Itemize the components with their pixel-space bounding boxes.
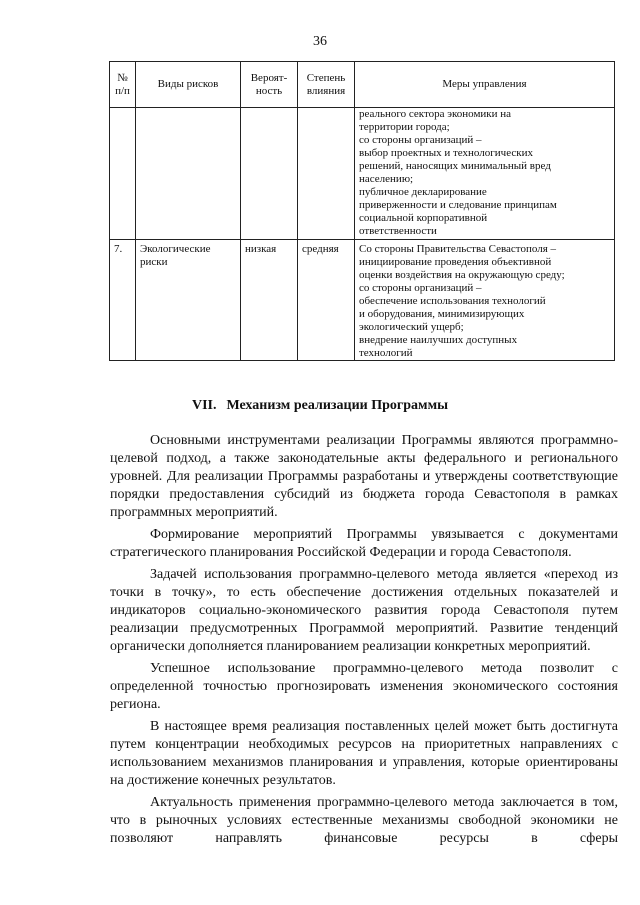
header-degree: Степень влияния xyxy=(298,62,355,108)
measure-line: со стороны организаций – xyxy=(359,282,482,294)
cell-probability-empty xyxy=(241,108,298,240)
paragraph: В настоящее время реализация поставленных целей может быть достигнута путем концентрации необходимых ресурсов на приоритетных направлениях с использованием механизмов планирования и управления, которые ориентированы на достижение конечных результатов. xyxy=(110,719,618,788)
cell-num: 7. xyxy=(110,240,136,361)
body-text xyxy=(110,432,618,852)
measure-line: технологий xyxy=(359,347,413,359)
risk-management-table xyxy=(109,61,615,361)
table-header-row xyxy=(110,62,615,108)
header-probability: Вероят-ность xyxy=(241,62,298,108)
cell-degree: средняя xyxy=(298,240,355,361)
measure-line: приверженности и следование принципам xyxy=(359,199,557,211)
cell-num-empty xyxy=(110,108,136,240)
measure-line: публичное декларирование xyxy=(359,186,487,198)
paragraph: Основными инструментами реализации Программы являются программно-целевой подход, а также законодательные акты федерального и регионального уровней. Для реализации Программы разработаны и утверждены соответствующие порядки предоставления субсидий из бюджета города Севастополя в рамках программных мероприятий. xyxy=(110,433,618,520)
header-risk-kind: Виды рисков xyxy=(136,62,241,108)
paragraph: Успешное использование программно-целевого метода позволит с определенной точностью прогнозировать изменения экономического состояния региона. xyxy=(110,661,618,712)
measure-line: реального сектора экономики на xyxy=(359,108,512,120)
paragraph: Формирование мероприятий Программы увязывается с документами стратегического планирования Российской Федерации и города Севастополя. xyxy=(110,527,618,560)
cell-probability: низкая xyxy=(241,240,298,361)
section-number: VII. xyxy=(191,398,217,413)
table-row-continuation xyxy=(110,108,615,240)
measure-line: выбор проектных и технологических xyxy=(359,147,533,159)
table-row-7 xyxy=(110,240,615,361)
cell-degree-empty xyxy=(298,108,355,240)
page-number: 36 xyxy=(313,34,327,49)
measure-line: социальной корпоративной xyxy=(359,212,488,224)
measure-line: оценки воздействия на окружающую среду; xyxy=(359,269,565,281)
measure-line: территории города; xyxy=(359,121,450,133)
section-title: Механизм реализации Программы xyxy=(226,398,449,413)
measure-line: внедрение наилучших доступных xyxy=(359,334,518,346)
header-measures: Меры управления xyxy=(355,62,615,108)
paragraph: Актуальность применения программно-целевого метода заключается в том, что в рыночных условиях естественные механизмы свободной экономики не позволяют направлять финансовые ресурсы в сферы xyxy=(110,795,618,846)
measure-line: решений, наносящих минимальный вред xyxy=(359,160,551,172)
cell-measures-continuation xyxy=(355,108,615,240)
measure-line: со стороны организаций – xyxy=(359,134,482,146)
paragraph: Задачей использования программно-целевого метода является «переход из точки в точку», то есть обеспечение достижения отдельных показателей и индикаторов социально-экономического развития города Севастополя путем реализации предусмотренных Программой мероприятий. Развитие тенденций органически дополняется планированием реализации конкретных мероприятий. xyxy=(110,567,618,654)
cell-measures xyxy=(355,240,615,361)
cell-risk-kind: Экологические риски xyxy=(136,240,241,361)
measure-line: населению; xyxy=(359,173,414,185)
measure-line: ответственности xyxy=(359,225,437,237)
header-num: № п/п xyxy=(110,62,136,108)
measure-line: инициирование проведения объективной xyxy=(359,256,552,268)
measure-line: и оборудования, минимизирующих xyxy=(359,308,525,320)
cell-kind-empty xyxy=(136,108,241,240)
measure-line: обеспечение использования технологий xyxy=(359,295,546,307)
measure-line: экологический ущерб; xyxy=(359,321,464,333)
section-heading xyxy=(0,398,640,414)
measure-line: Со стороны Правительства Севастополя – xyxy=(359,243,557,255)
